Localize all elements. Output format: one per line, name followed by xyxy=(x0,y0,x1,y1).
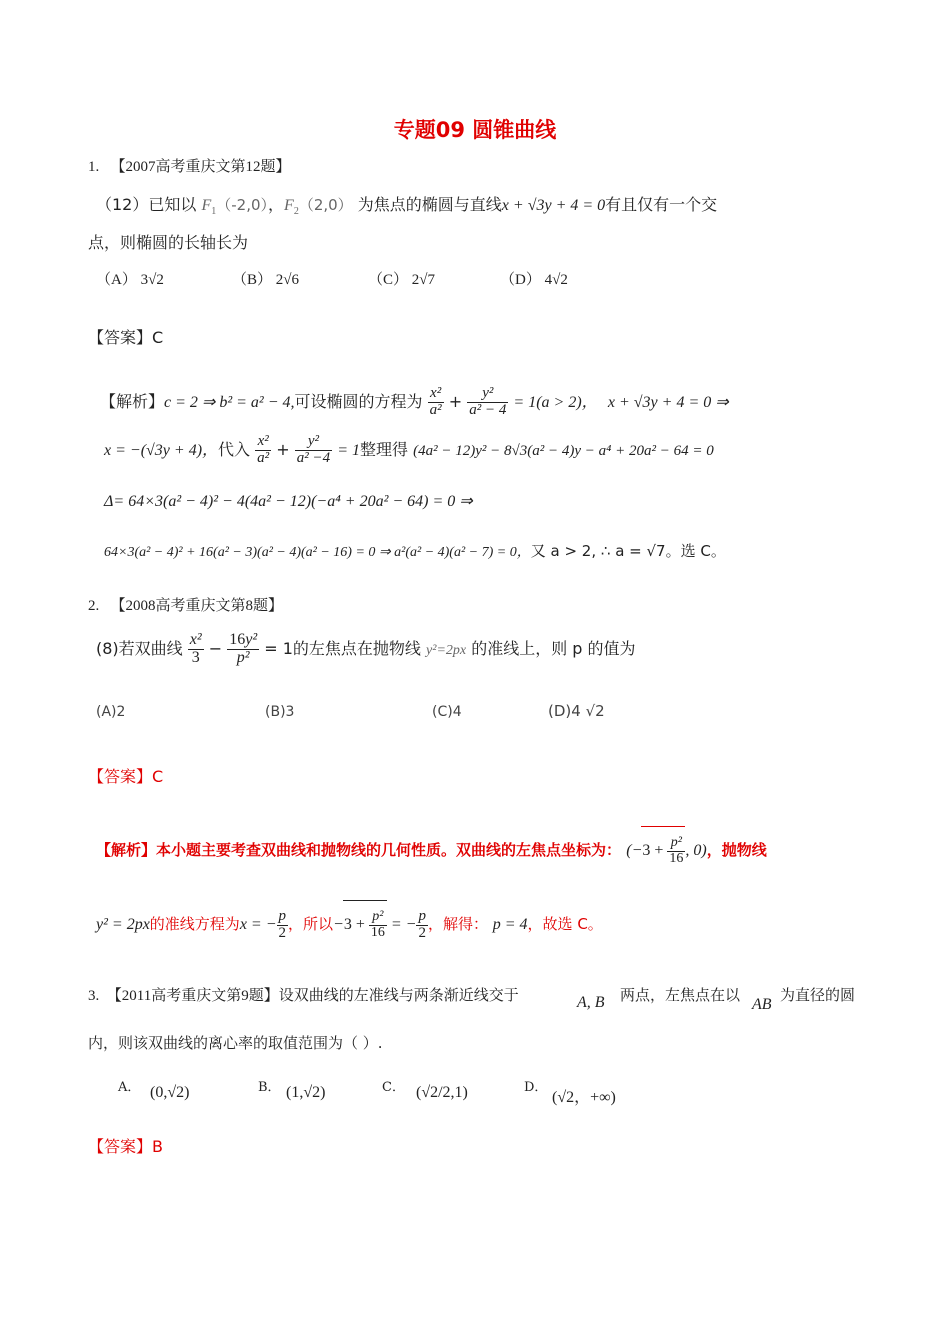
q2-option-b: (B)3 xyxy=(265,704,295,720)
q3-label-b: B． xyxy=(258,1080,281,1095)
q1-analysis-eq7: 64×3(a² − 4)² + 16(a² − 3)(a² − 4)(a² − 16) = 0 ⇒ a²(a² − 4)(a² − 7) = 0， xyxy=(104,545,531,560)
q3-label-a: A． xyxy=(118,1080,141,1095)
q2-header xyxy=(88,594,283,615)
q3-label-d: D． xyxy=(524,1080,548,1095)
q1-stem-text: （12）已知以 xyxy=(96,195,197,214)
q1-analysis-text1: 可设椭圆的方程为 xyxy=(294,392,423,411)
q1-line-equation: x + √3y + 4 = 0 xyxy=(501,197,606,214)
q2-analysis-text4: ，所以 xyxy=(288,915,334,933)
q1-analysis-line3: Δ= 64×3(a² − 4)² − 4(4a² − 12)(−a⁴ + 20a² − 64) = 0 ⇒ xyxy=(104,493,473,510)
q1-number: 1. xyxy=(88,159,100,175)
q2-source: 【2008高考重庆文第8题】 xyxy=(110,598,284,614)
q1-analysis-line4 xyxy=(104,540,726,561)
q2-number: 2. xyxy=(88,598,100,614)
q2-analysis-text6: ，故选 C。 xyxy=(527,915,603,933)
q2-answer: 【答案】C xyxy=(88,767,164,786)
q1-source: 【2007高考重庆文第12题】 xyxy=(110,159,291,175)
q1-answer: 【答案】C xyxy=(88,328,164,347)
q1-analysis-eq3: x + √3y + 4 = 0 ⇒ xyxy=(607,394,729,411)
q2-option-a: (A)2 xyxy=(96,704,126,720)
q1-header xyxy=(88,155,291,176)
q1-frac-y2-a2m4: $\frac{\text{y²}}{\text{a² − 4}}$ xyxy=(469,385,507,418)
q1-stem-text-2: 为焦点的椭圆与直线 xyxy=(357,195,502,214)
q1-analysis-conclusion: 又 a > 2, ∴ a = √7。选 C。 xyxy=(530,542,726,560)
q2-left-focus: (−3 + $\frac{\text{p²}}{16}$ , 0) xyxy=(626,842,706,859)
q3-stem-text-2: 两点，左焦点在以 xyxy=(620,986,741,1004)
q2-option-d: (D)4 √2 xyxy=(548,702,605,720)
q1-f1-coord: （-2,0） xyxy=(216,196,269,214)
q2-analysis-text1: 【解析】本小题主要考查双曲线和抛物线的几何性质。双曲线的左焦点坐标为： xyxy=(96,841,622,859)
q1-analysis-text3: 整理得 xyxy=(360,440,409,459)
q1-frac-x2-a2: $\frac{\text{x²}}{\text{a²}}$ xyxy=(429,385,442,418)
q3-stem-text-3: 为直径的圆 xyxy=(780,986,856,1004)
q1-stem-line1: （12）已知以 $F_1(-2,0)$，$F_2(2,0)$ 为焦点的椭圆与直线x + √3y + 4 = 0有且仅有一个交 xyxy=(96,195,718,218)
q1-analysis-line2: x = −(√3y + 4)，代入 $\frac{\text{x²}}{\text{a²}}$ + $\frac{\text{y²}}{\text{a² −4}}$ = 1整理得 (4a² − 12)y² − 8√3(a² − 4)y − a⁴ + 20a² − 64 = 0 xyxy=(104,433,714,466)
q2-solution: p = 4 xyxy=(492,916,528,933)
q2-stem-text-2: = 1的左焦点在抛物线 xyxy=(264,639,421,658)
q3-points-ab: A, B xyxy=(577,994,605,1011)
q2-parabola-eq: y² = 2px xyxy=(96,916,150,933)
q2-analysis-text3: 的准线方程为 xyxy=(149,915,240,933)
q1-analysis-label: 【解析】 xyxy=(100,392,165,411)
q3-stem-line2: 内，则该双曲线的离心率的取值范围为（ ）. xyxy=(88,1034,383,1052)
q2-stem-text-3: 的准线上，则 p 的值为 xyxy=(471,639,636,658)
q1-f2-coord: （2,0） xyxy=(298,196,353,214)
q2-analysis-line1 xyxy=(96,826,767,875)
q1-analysis-eq4: x = −(√3y + 4)， xyxy=(104,442,219,459)
q3-number: 3. xyxy=(88,988,100,1004)
q1-frac-x2-a2-b: $\frac{\text{x²}}{\text{a²}}$ xyxy=(257,433,270,466)
q3-segment-ab: AB xyxy=(752,996,772,1013)
q1-frac-y2-a2m4-b: $\frac{\text{y²}}{\text{a² −4}}$ xyxy=(296,433,331,466)
q3-label-c: C． xyxy=(382,1080,405,1095)
q3-source: 【2011高考重庆文第9题】 xyxy=(106,988,279,1004)
q2-option-c: (C)4 xyxy=(432,704,462,720)
q2-analysis-line2 xyxy=(96,900,603,949)
q1-analysis-eq1: c = 2 ⇒ b² = a² − 4, xyxy=(164,394,295,411)
q2-analysis-text2: ，抛物线 xyxy=(706,841,767,859)
q3-option-c: (√2/2,1) xyxy=(416,1084,468,1101)
q3-option-a: (0,√2) xyxy=(150,1084,190,1101)
q3-option-d: (√2，+∞) xyxy=(552,1089,616,1106)
q1-f2: $F_2$ xyxy=(284,197,299,218)
q1-stem-text-3: 有且仅有一个交 xyxy=(605,195,718,214)
q1-option-a: （A） 3√2 xyxy=(96,272,164,288)
q2-stem-text: (8)若双曲线 xyxy=(96,639,183,658)
q3-line1 xyxy=(88,984,519,1005)
q1-analysis-text2: 代入 xyxy=(218,440,251,459)
q3-stem-text: 设双曲线的左准线与两条渐近线交于 xyxy=(278,986,519,1004)
q1-analysis-eq6: (4a² − 12)y² − 8√3(a² − 4)y − a⁴ + 20a² − 64 = 0 xyxy=(413,443,714,459)
q1-stem-line2: 点，则椭圆的长轴长为 xyxy=(88,233,249,252)
q2-frac-x2-3: $\frac{\text{x²}}{3}$ xyxy=(189,631,202,666)
q2-equation: −3 + $\frac{\text{p²}}{16}$ = − $\frac{p}{2}$ xyxy=(333,916,428,933)
page-title: 专题09 圆锥曲线 xyxy=(393,118,557,142)
q1-analysis-eq2: = 1(a > 2)， xyxy=(513,394,598,411)
q2-directrix: x = − $\frac{p}{2}$ xyxy=(239,908,287,941)
q1-option-c: （C） 2√7 xyxy=(368,272,435,288)
q2-analysis-text5: ，解得： xyxy=(427,915,488,933)
q2-stem: (8)若双曲线 $\frac{\text{x²}}{3}$ − $\frac{\text{16y²}}{\text{p²}}$ = 1的左焦点在抛物线 y²=2px 的准线上，则 p 的值为 xyxy=(96,631,636,666)
q1-option-d: （D） 4√2 xyxy=(500,272,568,288)
q1-f1: $F_1$ xyxy=(201,197,217,218)
q3-answer: 【答案】B xyxy=(88,1137,163,1156)
q1-analysis-line1: 【解析】c = 2 ⇒ b² = a² − 4,可设椭圆的方程为 $\frac{\text{x²}}{\text{a²}}$ + $\frac{\text{y²}}{\text{a² − 4}}$ = 1(a > 2)， x + √3y + 4 = 0 ⇒ xyxy=(100,385,729,418)
q1-option-b: （B） 2√6 xyxy=(232,272,299,288)
q3-option-b: (1,√2) xyxy=(286,1084,326,1101)
q2-frac-16y2-p2: $\frac{\text{16y²}}{\text{p²}}$ xyxy=(229,631,258,666)
q1-analysis-eq5: = 1 xyxy=(337,442,360,459)
q2-parabola: y²=2px xyxy=(426,643,467,658)
